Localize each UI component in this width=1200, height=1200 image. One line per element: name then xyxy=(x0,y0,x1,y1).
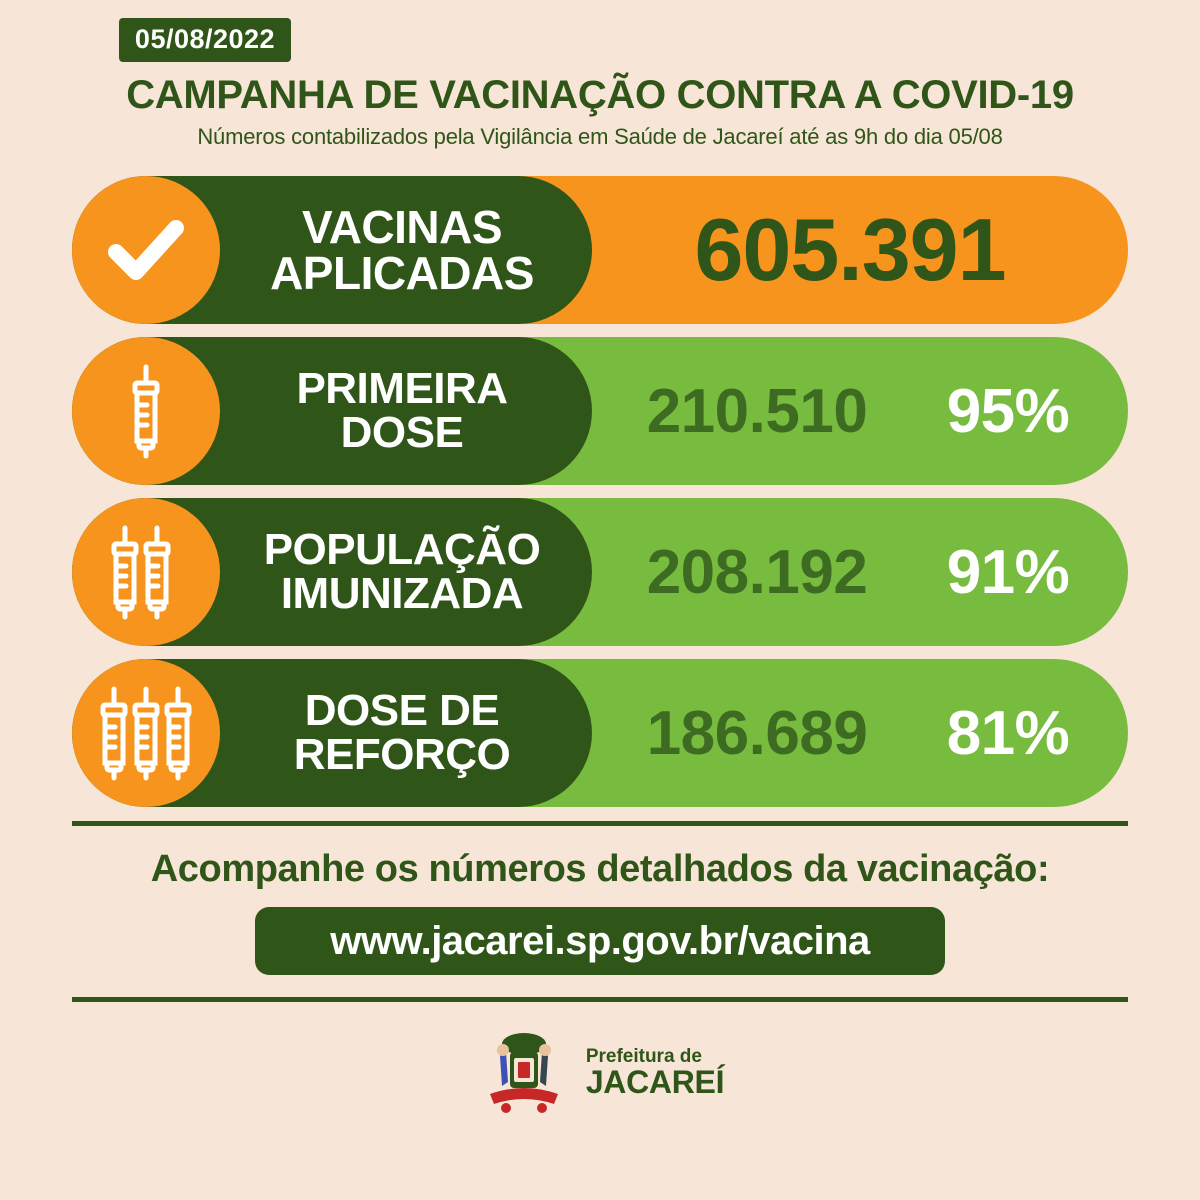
stat-value: 210.510 xyxy=(646,376,868,446)
stat-value: 186.689 xyxy=(646,698,868,768)
coat-of-arms-icon xyxy=(476,1022,572,1123)
stat-label-line2: REFORÇO xyxy=(293,730,511,779)
website-url[interactable]: www.jacarei.sp.gov.br/vacina xyxy=(255,907,945,975)
syringe-2-icon xyxy=(72,498,220,646)
stat-label xyxy=(220,525,592,618)
divider-top xyxy=(72,821,1128,826)
syringe-3-icon xyxy=(72,659,220,807)
stat-rows xyxy=(72,176,1128,807)
stat-row-primeira-dose xyxy=(72,337,1128,485)
stat-value: 605.391 xyxy=(694,200,1006,299)
label-block xyxy=(72,498,592,646)
label-block xyxy=(72,659,592,807)
stat-label-line1: POPULAÇÃO xyxy=(263,525,541,574)
page-subtitle: Números contabilizados pela Vigilância em Saúde de Jacareí até as 9h do dia 05/08 xyxy=(197,124,1003,149)
stat-label xyxy=(220,686,592,779)
stat-label-line1: DOSE DE xyxy=(304,686,500,735)
syringe-1-icon xyxy=(72,337,220,485)
label-block xyxy=(72,337,592,485)
brand-block xyxy=(72,1022,1128,1123)
stat-percent: 91% xyxy=(946,537,1070,607)
stat-percent: 81% xyxy=(946,698,1070,768)
stat-label xyxy=(220,201,592,299)
brand-prefeitura: Prefeitura de xyxy=(585,1046,702,1067)
check-icon xyxy=(72,176,220,324)
label-block xyxy=(72,176,592,324)
stat-row-vacinas-aplicadas xyxy=(72,176,1128,324)
stat-value: 208.192 xyxy=(646,537,868,607)
brand-jacarei: JACAREÍ xyxy=(585,1064,725,1100)
stat-row-dose-de-reforco xyxy=(72,659,1128,807)
page-title: CAMPANHA DE VACINAÇÃO CONTRA A COVID-19 xyxy=(126,73,1074,117)
stat-label-line2: DOSE xyxy=(340,408,464,457)
stat-label-line2: APLICADAS xyxy=(270,247,534,299)
cta-text: Acompanhe os números detalhados da vacinação: xyxy=(150,848,1050,890)
divider-bottom xyxy=(72,997,1128,1002)
stat-percent: 95% xyxy=(946,376,1070,446)
stat-label-line1: VACINAS xyxy=(301,201,503,253)
stat-label xyxy=(220,364,592,457)
stat-row-populacao-imunizada xyxy=(72,498,1128,646)
brand-text xyxy=(586,1047,724,1098)
stat-label-line1: PRIMEIRA xyxy=(296,364,508,413)
stat-label-line2: IMUNIZADA xyxy=(280,569,524,618)
date-badge: 05/08/2022 xyxy=(119,18,291,62)
header xyxy=(72,0,1128,150)
